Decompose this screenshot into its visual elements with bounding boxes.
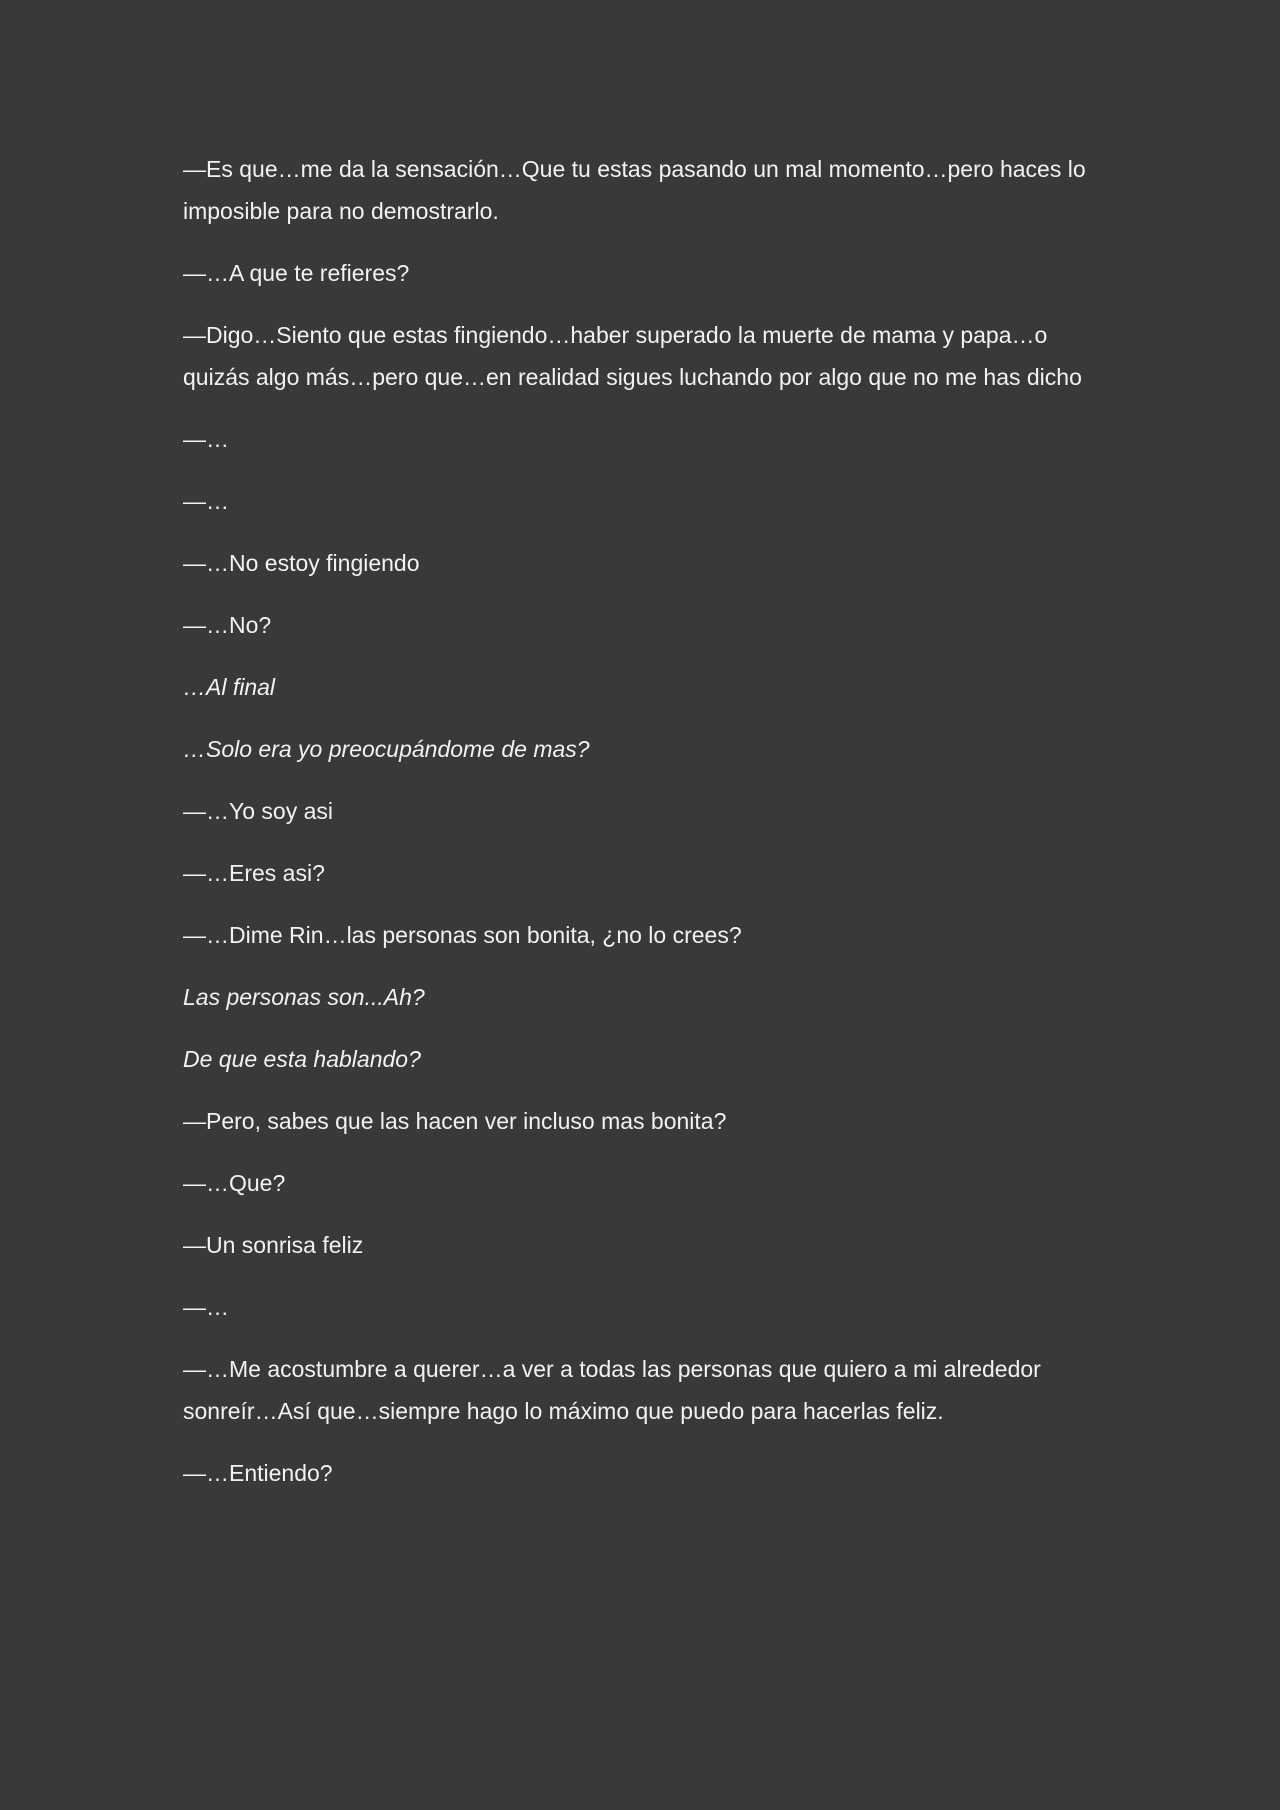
story-text-body: [183, 148, 1103, 1514]
paragraph-7: —…No?: [183, 612, 272, 638]
paragraph-14-italic: De que esta hablando?: [183, 1046, 421, 1072]
paragraph-9-italic: …Solo era yo preocupándome de mas?: [183, 736, 590, 762]
paragraph-18: —…: [183, 1294, 229, 1320]
paragraph-2: —…A que te refieres?: [183, 260, 410, 286]
paragraph-17: —Un sonrisa feliz: [183, 1232, 364, 1258]
paragraph-11: —…Eres asi?: [183, 860, 325, 886]
paragraph-6: —…No estoy fingiendo: [183, 550, 420, 576]
paragraph-1: —Es que…me da la sensación…Que tu estas pasando un mal momento…pero haces lo imposible para no demostrarlo.: [183, 156, 1086, 224]
paragraph-16: —…Que?: [183, 1170, 286, 1196]
paragraph-19: —…Me acostumbre a querer…a ver a todas las personas que quiero a mi alrededor sonreír…Así que…siempre hago lo máximo que puedo para hacerlas feliz.: [183, 1356, 1041, 1424]
paragraph-12: —…Dime Rin…las personas son bonita, ¿no lo crees?: [183, 922, 742, 948]
paragraph-3: —Digo…Siento que estas fingiendo…haber superado la muerte de mama y papa…o quizás algo más…pero que…en realidad sigues luchando por algo que no me has dicho: [183, 322, 1082, 390]
paragraph-5: —…: [183, 488, 229, 514]
paragraph-13-italic: Las personas son...Ah?: [183, 984, 425, 1010]
paragraph-10: —…Yo soy asi: [183, 798, 333, 824]
paragraph-20: —…Entiendo?: [183, 1460, 333, 1486]
paragraph-8-italic: …Al final: [183, 674, 276, 700]
paragraph-4: —…: [183, 426, 229, 452]
paragraph-15: —Pero, sabes que las hacen ver incluso mas bonita?: [183, 1108, 727, 1134]
